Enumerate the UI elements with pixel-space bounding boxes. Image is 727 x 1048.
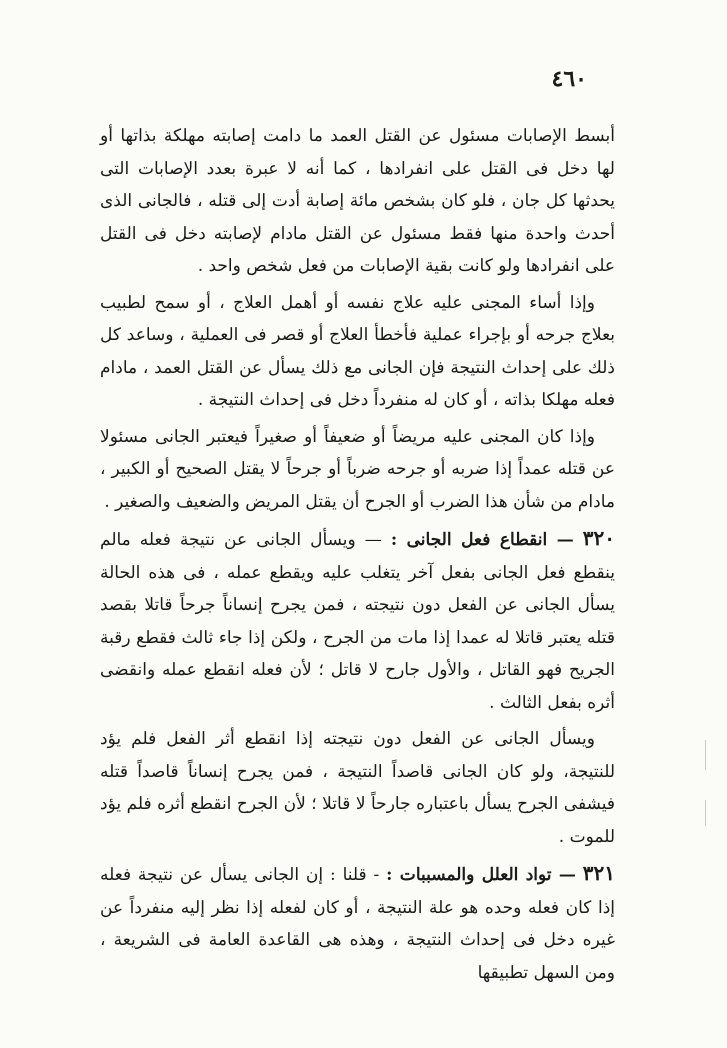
section-number: ٣٢١ — [582, 861, 616, 885]
paragraph-text: - قلنا : إن الجانى يسأل عن نتيجة فعله إذا كان فعله وحده هو علة النتيجة ، أو كان لفعله إذا نظر إليه منفرداً عن غيره دخل فى إحداث النتيجة ، وهذه هى القاعدة العامة فى الشريعة ، ومن السهل تطبيقها — [100, 865, 615, 983]
section-320 — [100, 522, 615, 719]
section-321 — [100, 857, 615, 989]
paragraph-text: وإذا أساء المجنى عليه علاج نفسه أو أهمل العلاج ، أو سمح لطبيب بعلاج جرحه أو بإجراء عملية فأخطأ العلاج أو قصر فى العملية ، وساعد كل ذلك على إحداث النتيجة فإن الجانى مع ذلك يسأل عن القتل العمد ، مادام فعله مهلكا بذاته ، أو كان له منفرداً دخل فى إحداث النتيجة . — [100, 292, 615, 410]
section-title-text: انقطاع فعل الجانى : — [390, 530, 548, 550]
paragraph-text: وإذا كان المجنى عليه مريضاً أو ضعيفاً أو صغيراً فيعتبر الجانى مسئولا عن قتله عمداً إذا ضربه أو جرحه ضرباً أو جرحاً لا يقتل الصحيح أو الكبير ، مادام من شأن هذا الضرب أو الجرح أن يقتل المريض والضعيف والصغير . — [100, 426, 615, 512]
paragraph-2 — [100, 287, 615, 417]
paragraph-text: أبسط الإصابات مسئول عن القتل العمد ما دامت إصابته مهلكة بذاتها أو لها دخل فى القتل على انفرادها ، كما أنه لا عبرة بعدد الإصابات التى يحدثها كل جان ، فلو كان بشخص مائة إصابة أدت إلى قتله ، فالجانى الذى أحدث واحدة منها فقط مسئول عن القتل مادام لإصابته دخل فى القتل على انفرادها ولو كانت بقية الإصابات من فعل شخص واحد . — [100, 126, 615, 276]
section-number: ٣٢٠ — [582, 526, 616, 550]
paragraph-1 — [100, 120, 615, 283]
section-title-text: تواد العلل والمسببات : — [386, 865, 552, 885]
section-title: — تواد العلل والمسببات : — [386, 865, 576, 885]
section-title: — انقطاع فعل الجانى : — [390, 530, 574, 550]
paragraph-text: — ويسأل الجانى عن نتيجة فعله مالم ينقطع فعل الجانى بفعل آخر يتغلب عليه ويقطع عمله ، فى هذه الحالة يسأل الجانى عن الفعل دون نتيجته ، فمن يجرح إنساناً جرحاً قاتلا بقصد قتله يعتبر قاتلا له عمدا إذا مات من الجرح ، ولكن إذا جاء ثالث فقطع رقبة الجريح فهو القاتل ، والأول جارح لا قاتل ؛ لأن فعله انقطع عمله وانقضى أثره بفعل الثالث . — [100, 530, 615, 713]
paragraph-5 — [100, 723, 615, 853]
margin-mark — [705, 800, 706, 826]
body-text — [100, 120, 615, 993]
paragraph-3 — [100, 421, 615, 519]
page-number: ٤٦٠ — [551, 66, 587, 92]
paragraph-text: ويسأل الجانى عن الفعل دون نتيجته إذا انقطع أثر الفعل فلم يؤد للنتيجة، ولو كان الجانى قاصداً النتيجة ، فمن يجرح إنساناً قاصداً قتله فيشفى الجرح يسأل باعتباره جارحاً لا قاتلا ؛ لأن الجرح انقطع أثره فلم يؤد للموت . — [100, 729, 615, 847]
margin-mark — [705, 740, 706, 770]
